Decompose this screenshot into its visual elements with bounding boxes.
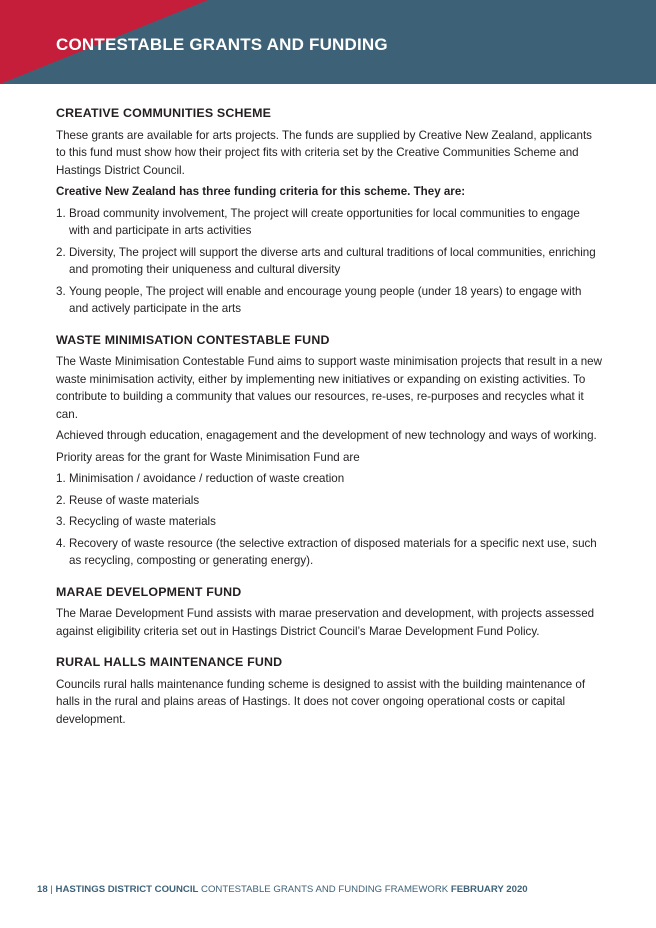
- creative-lead: Creative New Zealand has three funding criteria for this scheme. They are:: [56, 185, 466, 198]
- list-item: [56, 205, 602, 240]
- list-item: [56, 470, 602, 488]
- rural-heading: RURAL HALLS MAINTENANCE FUND: [56, 655, 283, 669]
- list-number: 2.: [56, 493, 66, 507]
- rural-body: Councils rural halls maintenance funding scheme is designed to assist with the building maintenance of halls in the rural and plains areas of Hastings. It does not cover ongoing operational costs or capital development.: [56, 677, 586, 726]
- marae-body: The Marae Development Fund assists with marae preservation and development, with projects assessed against eligibility criteria set out in Hastings District Council’s Marae Development Fund Policy.: [56, 607, 595, 638]
- list-number: 1.: [56, 472, 66, 485]
- waste-achieved: Achieved through education, enagagement and the development of new technology and ways of working.: [56, 429, 597, 442]
- page-header: [0, 0, 656, 84]
- creative-heading: CREATIVE COMMUNITIES SCHEME: [56, 106, 272, 120]
- marae-development-section: [56, 584, 602, 641]
- list-item: [56, 535, 602, 570]
- list-text: Recovery of waste resource (the selective extraction of disposed materials for a specific next use, such as recycling, composting or generating energy).: [69, 536, 597, 567]
- waste-heading: WASTE MINIMISATION CONTESTABLE FUND: [56, 332, 330, 347]
- page-title: CONTESTABLE GRANTS AND FUNDING: [56, 35, 388, 54]
- list-number: 3.: [56, 284, 66, 298]
- footer-date: FEBRUARY 2020: [450, 884, 528, 895]
- waste-priority-list: [56, 470, 602, 570]
- waste-priority: Priority areas for the grant for Waste Minimisation Fund are: [56, 450, 360, 464]
- list-text: Minimisation / avoidance / reduction of waste creation: [69, 472, 345, 485]
- list-text: Reuse of waste materials: [69, 493, 200, 507]
- marae-heading: MARAE DEVELOPMENT FUND: [56, 584, 242, 599]
- list-number: 4.: [56, 536, 66, 550]
- footer-doc-title: CONTESTABLE GRANTS AND FUNDING FRAMEWORK: [201, 884, 449, 895]
- creative-criteria-list: [56, 205, 602, 318]
- waste-minimisation-section: [56, 332, 602, 570]
- creative-communities-section: [56, 105, 602, 318]
- list-item: [56, 244, 602, 279]
- list-number: 2.: [56, 245, 66, 259]
- page-footer: [37, 884, 528, 895]
- list-number: 3.: [56, 515, 66, 528]
- main-content: [56, 105, 602, 742]
- list-number: 1.: [56, 206, 66, 220]
- footer-org: HASTINGS DISTRICT COUNCIL: [55, 884, 199, 895]
- list-item: [56, 492, 602, 510]
- list-text: Diversity, The project will support the diverse arts and cultural traditions of local communities, enriching and promoting their uniqueness and cultural diversity: [69, 245, 596, 276]
- list-text: Recycling of waste materials: [69, 515, 216, 528]
- page-number: 18: [37, 884, 48, 895]
- list-text: Young people, The project will enable and encourage young people (under 18 years) to engage with and actively participate in the arts: [69, 284, 582, 315]
- waste-intro: The Waste Minimisation Contestable Fund aims to support waste minimisation projects that result in a new waste minimisation activity, either by implementing new initiatives or expanding on existing activities. To contribute to building a community that values our resources, re-uses, re-purposes and recycles what it can.: [56, 355, 603, 421]
- footer-separator: |: [50, 884, 53, 895]
- list-item: [56, 283, 602, 318]
- rural-halls-section: [56, 654, 602, 728]
- list-item: [56, 513, 602, 531]
- list-text: Broad community involvement, The project will create opportunities for local communities to engage with and participate in arts activities: [69, 206, 580, 237]
- creative-intro: These grants are available for arts projects. The funds are supplied by Creative New Zealand, applicants to this fund must show how their project fits with criteria set by the Creative Communities Scheme and Hastings District Council.: [56, 128, 592, 177]
